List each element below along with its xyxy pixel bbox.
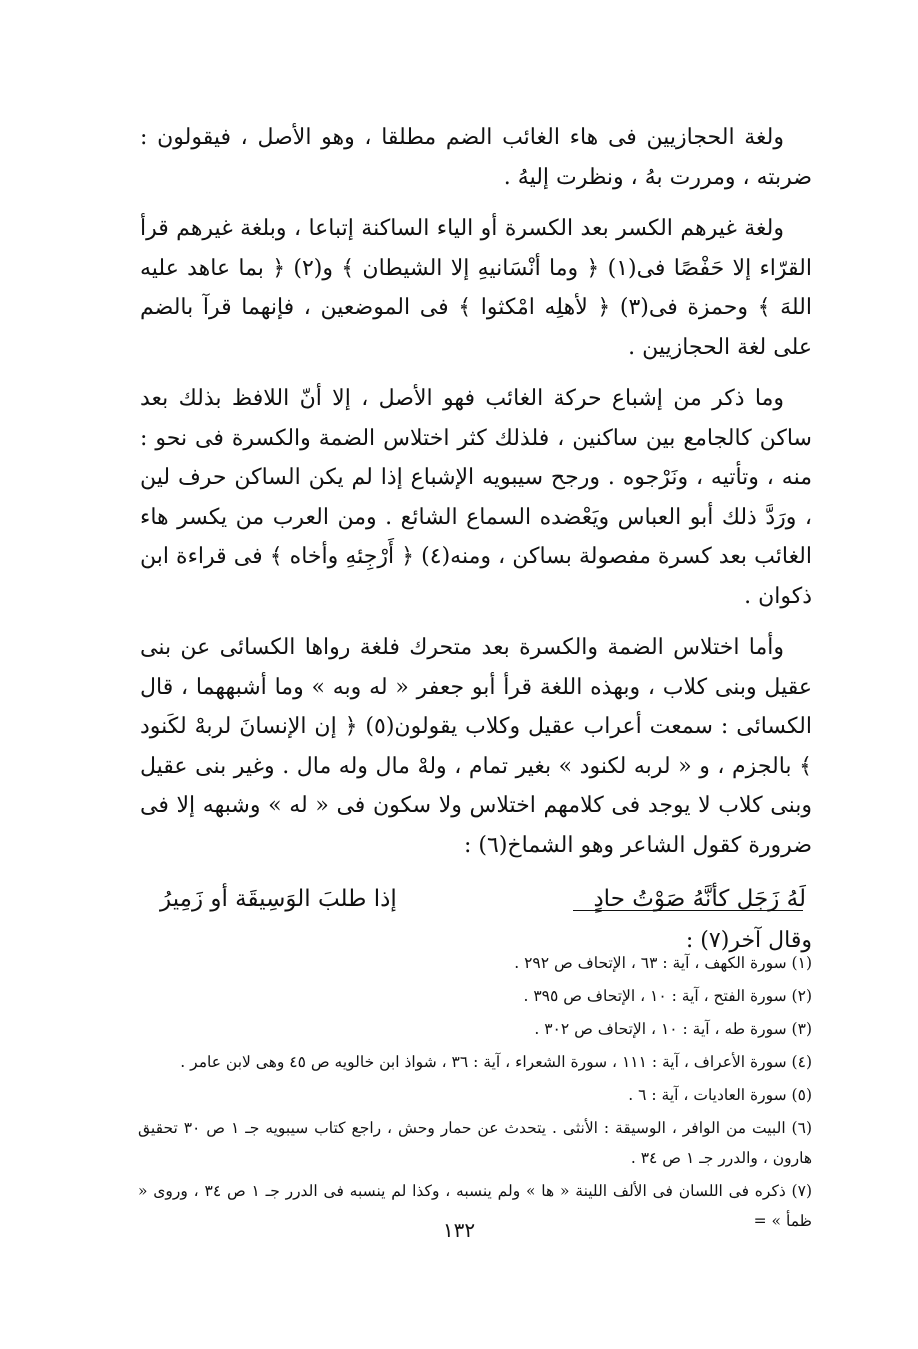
verse-first-hemistich: لَهُ زَجَل كأنَّهُ صَوْتُ حادٍ — [593, 886, 806, 912]
main-text — [140, 118, 812, 973]
footnote-5: (٥) سورة العاديات ، آية : ٦ . — [628, 1086, 812, 1104]
footnote-3: (٣) سورة طه ، آية : ١٠ ، الإتحاف ص ٣٠٢ . — [534, 1020, 812, 1038]
paragraph-2: ولغة غيرهم الكسر بعد الكسرة أو الياء الساكنة إتباعا ، وبلغة غيرهم قرأ القرّاء إلا حَفْصًا فى(١) ﴿ وما أنْسَانيهِ إلا الشيطان ﴾ و(٢) ﴿ بما عاهد عليه اللهَ ﴾ وحمزة فى(٣) ﴿ لأهلِه امْكثوا ﴾ فى الموضعين ، فإنهما قرآ بالضم على لغة الحجازيين . — [140, 216, 813, 360]
paragraph-4: وأما اختلاس الضمة والكسرة بعد متحرك فلغة رواها الكسائى عن بنى عقيل وبنى كلاب ، وبهذه اللغة قرأ أبو جعفر « له وبه » وما أشبههما ، قال الكسائى : سمعت أعراب عقيل وكلاب يقولون(٥) ﴿ إن الإنسانَ لربهْ لكَنود ﴾ بالجزم ، و « لربه لكنود » بغير تمام ، ولهْ مال وله مال . وغير بنى عقيل وبنى كلاب لا يوجد فى كلامهم اختلاس ولا سكون فى « له » وشبهه إلا فى ضرورة كقول الشاعر وهو الشماخ(٦) : — [140, 635, 812, 858]
after-verse-line: وقال آخر(٧) : — [685, 928, 812, 953]
footnote-separator — [573, 910, 803, 911]
footnotes — [138, 948, 812, 1239]
paragraph-3: وما ذكر من إشباع حركة الغائب فهو الأصل ، إلا أنّ اللافظ بذلك بعد ساكن كالجامع بين ساكنين ، فلذلك كثر اختلاس الضمة والكسرة فى نحو : منه ، وتأتيه ، ونَرْجوه . ورجح سيبويه الإشباع إذا لم يكن الساكن حرف لين ، ورَدَّ ذلك أبو العباس ويَعْضده السماع الشائع . ومن العرب من يكسر هاء الغائب بعد كسرة مفصولة بساكن ، ومنه(٤) ﴿ أَرْجِئهِ وأخاه ﴾ فى قراءة ابن ذكوان . — [140, 386, 812, 609]
poetry-verse — [160, 877, 806, 921]
paragraph-1: ولغة الحجازيين فى هاء الغائب الضم مطلقا ، وهو الأصل ، فيقولون : ضربته ، ومررت بهُ ، ونظرت إليهُ . — [140, 125, 812, 190]
page-number: ١٣٢ — [442, 1218, 476, 1242]
footnote-4: (٤) سورة الأعراف ، آية : ١١١ ، سورة الشعراء ، آية : ٣٦ ، شواذ ابن خالويه ص ٤٥ وهى لابن عامر . — [180, 1053, 812, 1071]
footnote-6: (٦) البيت من الوافر ، الوسيقة : الأنثى . يتحدث عن حمار وحش ، راجع كتاب سيبويه جـ ١ ص ٣٠ تحقيق هارون ، والدرر جـ ١ ص ٣٤ . — [138, 1119, 812, 1167]
footnote-2: (٢) سورة الفتح ، آية : ١٠ ، الإتحاف ص ٣٩٥ . — [523, 987, 812, 1005]
footnote-1: (١) سورة الكهف ، آية : ٦٣ ، الإتحاف ص ٢٩٢ . — [514, 954, 812, 972]
footnote-7: (٧) ذكره فى اللسان فى الألف اللينة « ها » ولم ينسبه ، وكذا لم ينسبه فى الدرر جـ ١ ص ٣٤ ، وروى « ظمأ » = — [138, 1182, 812, 1230]
verse-second-hemistich: إذا طلبَ الوَسِيقَة أو زَمِيرُ — [160, 886, 397, 912]
